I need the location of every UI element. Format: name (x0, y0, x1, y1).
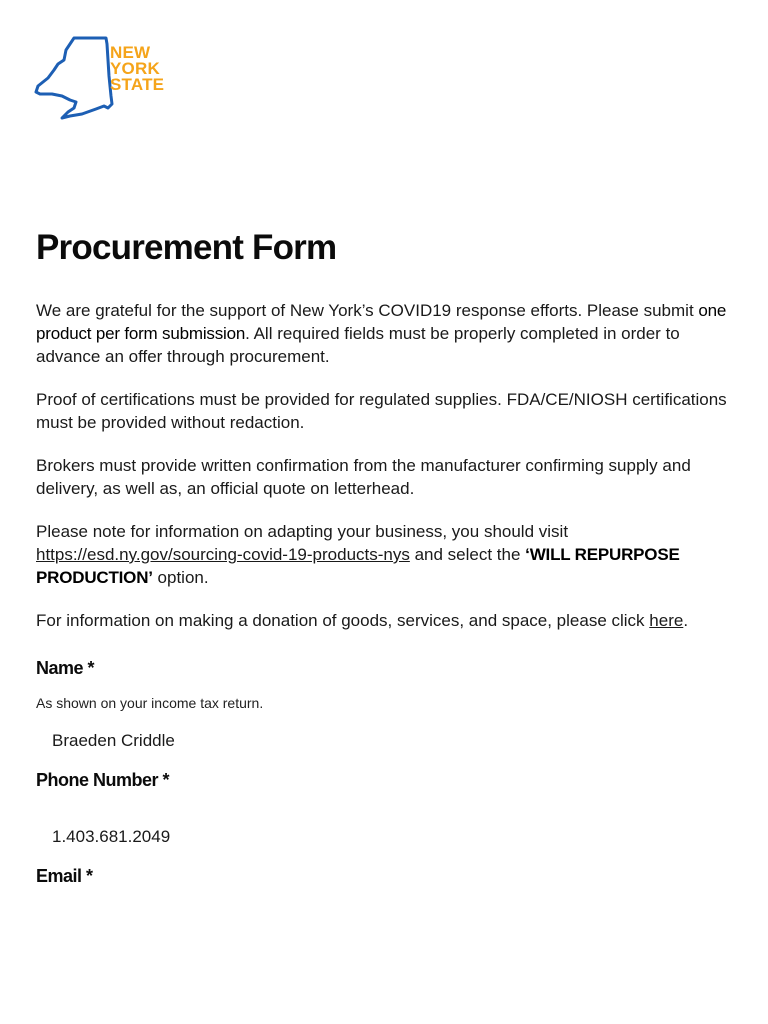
repurpose-option-text: ‘WILL REPURPOSE PRODUCTION’ (36, 545, 680, 587)
adapting-paragraph (36, 520, 736, 589)
phone-field-label: Phone Number * (36, 770, 170, 790)
intro-emphasis: one product per form submission (36, 301, 727, 343)
donation-text-2: . (683, 611, 689, 630)
logo-line-york: YORK (110, 59, 160, 78)
brokers-paragraph: Brokers must provide written confirmation from the manufacturer confirming supply and delivery, as well as, an official quote on letterhead. (36, 456, 691, 498)
donation-here-link[interactable]: here (649, 611, 684, 630)
intro-paragraph (36, 299, 736, 368)
donation-paragraph (36, 609, 736, 632)
adapting-text-3: option. (152, 568, 209, 587)
certifications-paragraph: Proof of certifications must be provided for regulated supplies. FDA/CE/NIOSH certifications must be provided without redaction. (36, 390, 727, 432)
donation-text-1: For information on making a donation of goods, services, and space, please click (36, 611, 650, 630)
name-field-label: Name * (36, 658, 95, 678)
logo-line-new: NEW (110, 43, 151, 62)
intro-text-2: . All required fields must be properly completed in order to advance an offer through procurement. (36, 324, 680, 366)
page-title: Procurement Form (36, 228, 337, 267)
esd-sourcing-link[interactable]: https://esd.ny.gov/sourcing-covid-19-products-nys (36, 545, 410, 564)
phone-field-value[interactable]: 1.403.681.2049 (52, 827, 171, 846)
adapting-text-1: Please note for information on adapting your business, you should visit (36, 522, 569, 541)
form-content (36, 226, 736, 888)
intro-text-1: We are grateful for the support of New York’s COVID19 response efforts. Please submit (36, 301, 699, 320)
name-field-helper: As shown on your income tax return. (36, 695, 264, 711)
new-york-state-outline-icon (34, 36, 114, 122)
logo-line-state: STATE (110, 75, 165, 94)
nys-logo (34, 36, 174, 122)
name-field-value[interactable]: Braeden Criddle (52, 731, 175, 750)
email-field-label: Email * (36, 866, 93, 886)
adapting-text-2: and select the (409, 545, 526, 564)
logo-wordmark (110, 45, 164, 93)
